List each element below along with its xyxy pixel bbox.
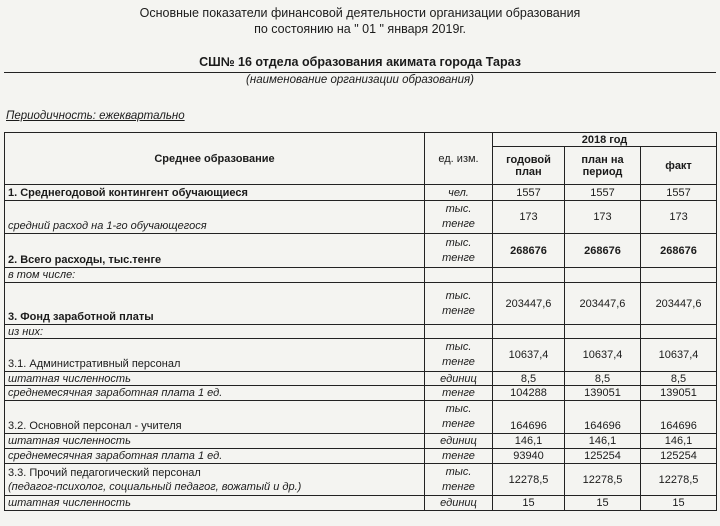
row-unit: единиц (425, 496, 493, 511)
row-period: 139051 (565, 386, 641, 401)
row-annual: 173 (493, 201, 565, 234)
row-unit (425, 268, 493, 283)
row-unit: тыс. тенге (425, 339, 493, 372)
row-unit: тенге (425, 449, 493, 464)
row-period: 164696 (565, 401, 641, 434)
row-fact: 268676 (641, 234, 717, 268)
periodicity-label: Периодичность: ежеквартально (6, 110, 185, 122)
row-period: 8,5 (565, 372, 641, 386)
table-row (5, 496, 717, 511)
row-name-cell (5, 464, 425, 496)
row-fact: 1557 (641, 185, 717, 201)
row-period: 173 (565, 201, 641, 234)
row-name: 3.3. Прочий педагогический персонал (8, 466, 201, 479)
row-annual: 15 (493, 496, 565, 511)
row-period: 203447,6 (565, 283, 641, 325)
document-title-line2: по состоянию на " 01 " января 2019г. (254, 22, 466, 36)
header-year: 2018 год (493, 133, 717, 147)
row-period: 10637,4 (565, 339, 641, 372)
row-fact (641, 325, 717, 339)
header-unit: ед. изм. (425, 133, 493, 185)
row-name: среднемесячная заработная плата 1 ед. (5, 386, 425, 401)
table-row (5, 464, 717, 496)
document-title-line1: Основные показатели финансовой деятельности организации образования (139, 6, 581, 20)
row-fact: 15 (641, 496, 717, 511)
row-name: 1. Среднегодовой контингент обучающиеся (5, 185, 425, 201)
row-unit: единиц (425, 372, 493, 386)
row-name: 3.1. Административный персонал (5, 339, 425, 372)
table-row (5, 234, 717, 268)
row-name-note: (педагог-психолог, социальный педагог, вожатый и др.) (8, 480, 302, 493)
table-row (5, 185, 717, 201)
row-unit: тыс. тенге (425, 464, 493, 496)
row-fact: 203447,6 (641, 283, 717, 325)
row-period: 125254 (565, 449, 641, 464)
row-annual: 8,5 (493, 372, 565, 386)
row-period: 12278,5 (565, 464, 641, 496)
row-fact: 125254 (641, 449, 717, 464)
row-fact (641, 268, 717, 283)
row-name: средний расход на 1-го обучающегося (5, 201, 425, 234)
table-row (5, 401, 717, 434)
header-annual-plan: годовой план (493, 147, 565, 185)
row-fact: 10637,4 (641, 339, 717, 372)
row-period (565, 268, 641, 283)
row-annual: 268676 (493, 234, 565, 268)
row-annual: 10637,4 (493, 339, 565, 372)
row-name: штатная численность (5, 496, 425, 511)
header-fact: факт (641, 147, 717, 185)
table-row (5, 268, 717, 283)
row-name: 2. Всего расходы, тыс.тенге (5, 234, 425, 268)
row-fact: 8,5 (641, 372, 717, 386)
row-period: 15 (565, 496, 641, 511)
row-annual (493, 268, 565, 283)
table-row (5, 372, 717, 386)
row-period (565, 325, 641, 339)
row-annual: 164696 (493, 401, 565, 434)
row-unit: единиц (425, 434, 493, 449)
table-row (5, 434, 717, 449)
row-name: 3.2. Основной персонал - учителя (5, 401, 425, 434)
row-annual: 12278,5 (493, 464, 565, 496)
row-name: среднемесячная заработная плата 1 ед. (5, 449, 425, 464)
row-name: штатная численность (5, 434, 425, 449)
row-fact: 173 (641, 201, 717, 234)
row-unit: тыс. тенге (425, 283, 493, 325)
row-unit: тыс. тенге (425, 234, 493, 268)
row-unit: чел. (425, 185, 493, 201)
row-fact: 12278,5 (641, 464, 717, 496)
table-row (5, 201, 717, 234)
organization-name: СШ№ 16 отдела образования акимата города Тараз (199, 55, 521, 69)
row-fact: 146,1 (641, 434, 717, 449)
row-name: из них: (5, 325, 425, 339)
row-fact: 164696 (641, 401, 717, 434)
row-unit: тенге (425, 386, 493, 401)
row-period: 268676 (565, 234, 641, 268)
row-annual (493, 325, 565, 339)
table-row (5, 283, 717, 325)
table-row (5, 339, 717, 372)
table-row (5, 449, 717, 464)
organization-underline (4, 72, 716, 73)
row-name: штатная численность (5, 372, 425, 386)
organization-caption: (наименование организации образования) (246, 74, 474, 86)
row-annual: 104288 (493, 386, 565, 401)
row-name: 3. Фонд заработной платы (5, 283, 425, 325)
row-annual: 1557 (493, 185, 565, 201)
row-annual: 146,1 (493, 434, 565, 449)
financial-indicators-table (4, 132, 717, 511)
row-name: в том числе: (5, 268, 425, 283)
table-row (5, 386, 717, 401)
row-unit: тыс. тенге (425, 201, 493, 234)
row-annual: 93940 (493, 449, 565, 464)
row-fact: 139051 (641, 386, 717, 401)
header-period-plan: план на период (565, 147, 641, 185)
row-unit (425, 325, 493, 339)
row-period: 1557 (565, 185, 641, 201)
row-unit: тыс. тенге (425, 401, 493, 434)
header-name: Среднее образование (5, 133, 425, 185)
row-period: 146,1 (565, 434, 641, 449)
table-row (5, 325, 717, 339)
row-annual: 203447,6 (493, 283, 565, 325)
